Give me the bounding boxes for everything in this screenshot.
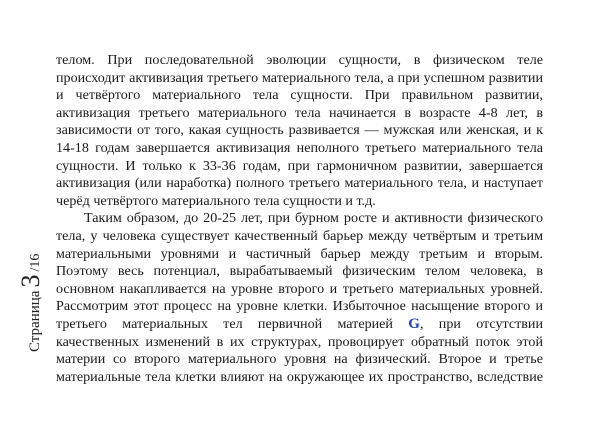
- paragraph-1: телом. При последовательной эволюции сущности, в физическом теле происходит активизация третьего материального тела, а при успешном развитии и четвёртого материального тела сущности. При правильном развитии, активизация третьего материального тела начинается в возрасте 4-8 лет, в зависимости от того, какая сущность развивается — мужская или женская, и к 14-18 годам завершается активизация неполного третьего материального тела сущности. И только к 33-36 годам, при гармоничном развитии, завершается активизация (или наработка) полного третьего материального тела, и наступает черёд четвёртого материального тела сущности и т.д.: [56, 52, 543, 209]
- page-word: Страница: [27, 290, 43, 352]
- page-total-number: /16: [28, 253, 43, 272]
- paragraph-2: [56, 210, 543, 386]
- primary-matter-symbol: G: [408, 315, 420, 332]
- paragraph-2-text-before: Таким образом, до 20-25 лет, при бурном росте и активности физического тела, у человека существует качественный барьер между четвёртым и третьим материальными уровнями и частичный барьер между третьим и вторым. Поэтому весь потенциал, вырабатываемый физическим телом человека, в основном накапливается на уровне второго и третьего материальных уровней. Рассмотрим этот процесс на уровне клетки. Избыточное насыщение второго и третьего материальных тел первичной материей: [56, 210, 543, 332]
- page-number-label: [18, 254, 44, 352]
- document-body: [56, 52, 543, 386]
- paragraph-2-text-after: , при отсутствии качественных изменений в их структурах, провоцирует обратный поток этой материи со второго материального уровня на физический. Второе и третье материальные тела клетки влияют на окружающее их пространство, вследствие: [56, 315, 543, 385]
- page-current-number: 3: [16, 274, 45, 288]
